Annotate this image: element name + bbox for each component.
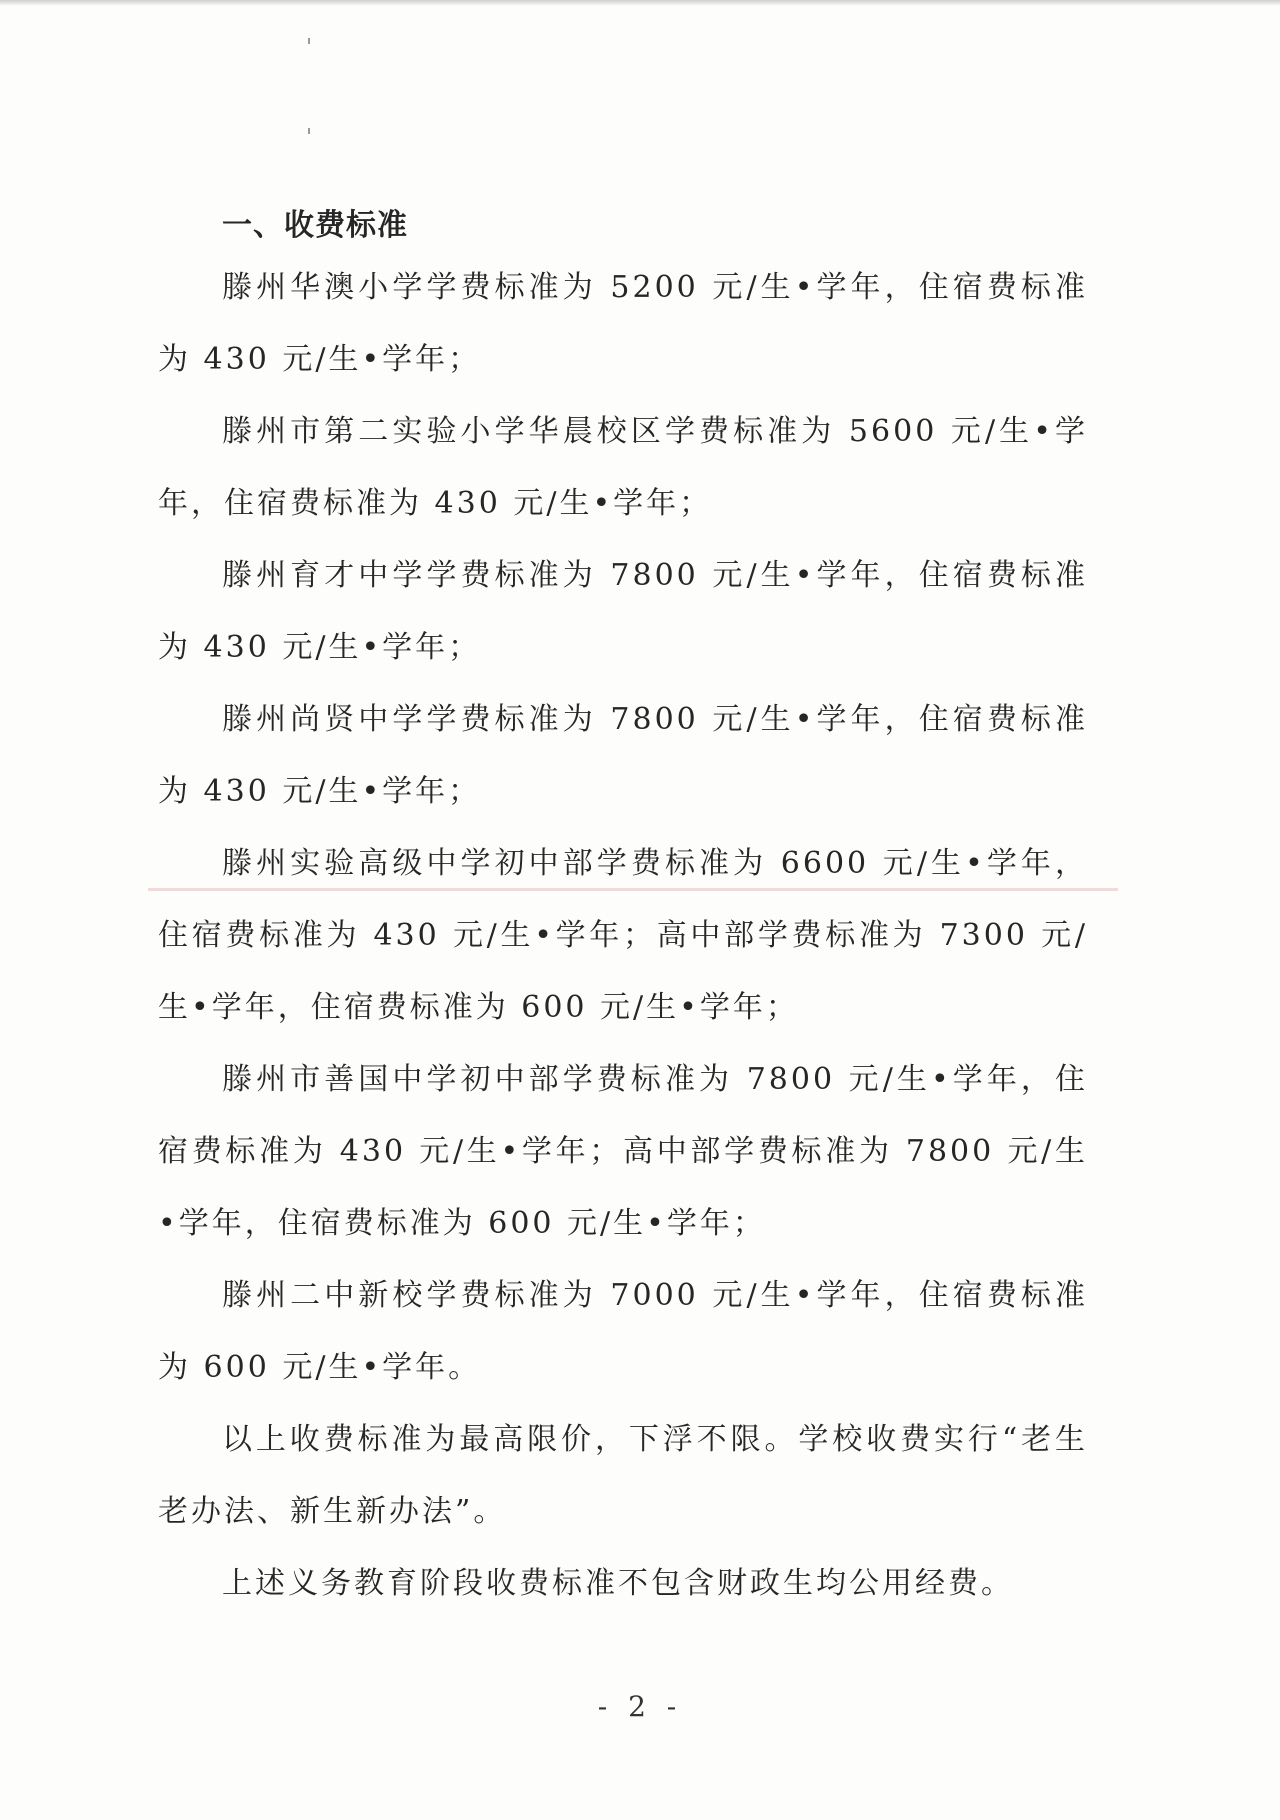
scan-top-edge	[0, 0, 1280, 6]
section-heading: 一、收费标准	[222, 208, 408, 243]
page-number: - 2 -	[597, 1690, 683, 1723]
fee-paragraph-2: 滕州市第二实验小学华晨校区学费标准为 5600 元/生•学年，住宿费标准为 430 元/生•学年；	[158, 414, 1088, 521]
exclusion-note-paragraph: 上述义务教育阶段收费标准不包含财政生均公用经费。	[222, 1566, 1014, 1601]
document-body	[158, 200, 1088, 1620]
fee-paragraph-7: 滕州二中新校学费标准为 7000 元/生•学年，住宿费标准为 600 元/生•学年。	[158, 1278, 1088, 1385]
fee-paragraph-3: 滕州育才中学学费标准为 7800 元/生•学年，住宿费标准为 430 元/生•学年；	[158, 558, 1088, 665]
scan-speck	[308, 128, 310, 134]
fee-paragraph-4: 滕州尚贤中学学费标准为 7800 元/生•学年，住宿费标准为 430 元/生•学年；	[158, 702, 1088, 809]
fee-paragraph-6: 滕州市善国中学初中部学费标准为 7800 元/生•学年，住宿费标准为 430 元/生•学年；高中部学费标准为 7800 元/生•学年，住宿费标准为 600 元/生•学年；	[158, 1062, 1088, 1241]
fee-paragraph-1: 滕州华澳小学学费标准为 5200 元/生•学年，住宿费标准为 430 元/生•学年；	[158, 270, 1088, 377]
pricing-note-paragraph: 以上收费标准为最高限价，下浮不限。学校收费实行“老生老办法、新生新办法”。	[158, 1422, 1088, 1529]
fee-paragraph-5: 滕州实验高级中学初中部学费标准为 6600 元/生•学年，住宿费标准为 430 元/生•学年；高中部学费标准为 7300 元/生•学年，住宿费标准为 600 元/生•学年；	[158, 846, 1088, 1025]
scan-speck	[308, 38, 310, 44]
